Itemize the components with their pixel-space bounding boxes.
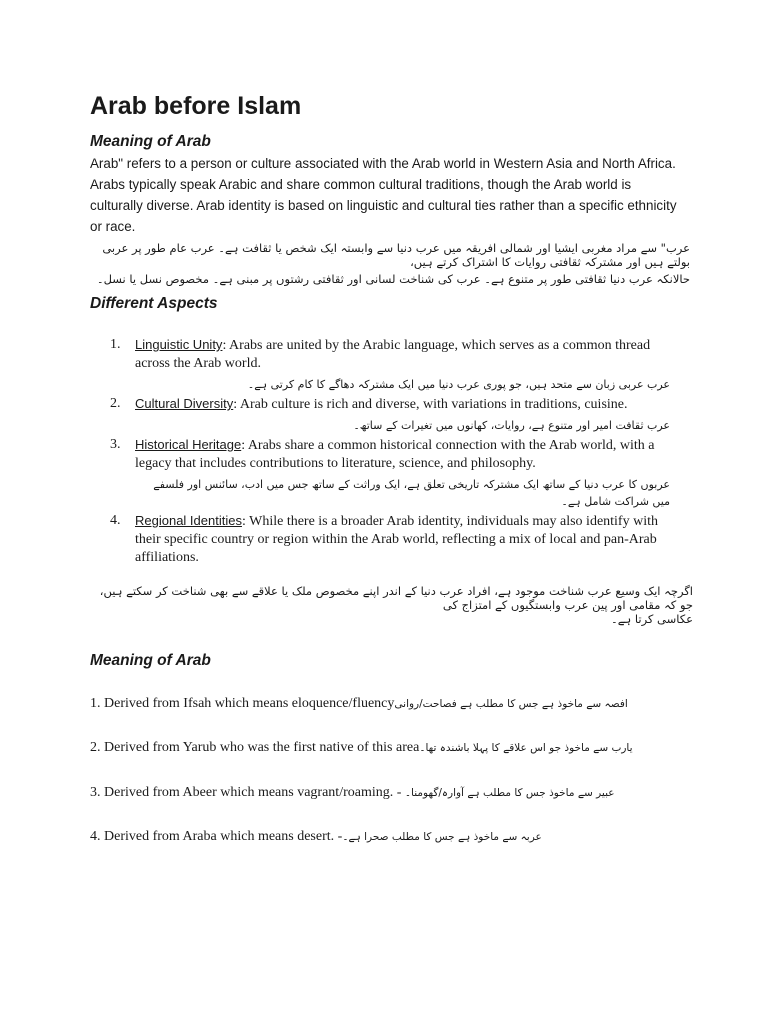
- list-item-number: 1.: [110, 337, 121, 352]
- derivation-heading: Meaning of Arab: [90, 652, 211, 669]
- aspects-heading: Different Aspects: [90, 295, 218, 312]
- list-item: [110, 436, 670, 510]
- list-item-term: Linguistic Unity: [135, 337, 223, 352]
- list-item-term: Cultural Diversity: [135, 396, 234, 411]
- derivation-urdu: افصہ سے ماخوذ ہے جس کا مطلب ہے فصاحت/روانی: [394, 698, 628, 710]
- list-item-number: 4.: [110, 513, 121, 528]
- list-item: [110, 395, 670, 434]
- list-item-number: 2.: [110, 396, 121, 411]
- list-item-body: [135, 395, 670, 414]
- list-item-body: [135, 436, 670, 473]
- derivation-line: [90, 740, 633, 756]
- derivation-line: [90, 785, 615, 801]
- derivation-line: [90, 829, 542, 845]
- list-item-body: [135, 336, 670, 373]
- list-item: [110, 336, 670, 393]
- list-item-urdu: عرب عربی زبان سے متحد ہیں، جو پوری عرب دنیا میں ایک مشترکہ دھاگے کا کام کرتی ہے۔: [247, 378, 670, 391]
- list-item-text: : While there is a broader Arab identity, individuals may also identify with their specific country or region within the Arab world, reflecting a mix of local and pan-Arab affiliations.: [135, 514, 658, 565]
- meaning-heading: Meaning of Arab: [90, 133, 211, 150]
- list-item-term: Historical Heritage: [135, 437, 242, 452]
- list-item-text: : Arab culture is rich and diverse, with variations in traditions, cuisine.: [233, 397, 628, 412]
- list-item-urdu: عربوں کا عرب دنیا کے ساتھ ایک مشترکہ تاریخی تعلق ہے، ایک وراثت کے ساتھ جس میں ادب، سائنس اور فلسفے میں شراکت شامل ہے۔: [153, 478, 670, 508]
- regional-urdu-line-2: عکاسی کرتا ہے۔: [611, 612, 693, 626]
- intro-paragraph: Arab" refers to a person or culture associated with the Arab world in Western Asia and North Africa. Arabs typically speak Arabic and share common cultural traditions, though the Arab world is culturally diverse. Arab identity is based on linguistic and cultural ties rather than a specific ethnicity or race.: [90, 156, 677, 234]
- derivation-urdu: عربہ سے ماخوذ ہے جس کا مطلب صحرا ہے۔: [342, 831, 542, 843]
- derivation-urdu: عبیر سے ماخوذ جس کا مطلب ہے آوارہ/گھومنا۔: [404, 787, 615, 799]
- list-item-body: [135, 512, 670, 567]
- derivation-text: 2. Derived from Yarub who was the first native of this area: [90, 740, 420, 755]
- list-item-text: : Arabs share a common historical connection with the Arab world, with a legacy that includes contributions to literature, science, and philosophy.: [135, 438, 655, 471]
- intro-urdu-line-1: عرب" سے مراد مغربی ایشیا اور شمالی افریقہ میں عرب دنیا سے وابستہ ایک شخص یا ثقافت ہے۔ عرب عام طور پر عربی بولتے ہیں اور مشترکہ ثقافتی روایات کا اشتراک کرتے ہیں،: [102, 241, 690, 269]
- intro-urdu-line-2: حالانکہ عرب دنیا ثقافتی طور پر متنوع ہے۔ عرب کی شناخت لسانی اور ثقافتی رشتوں پر مبنی ہے۔ مخصوص نسل یا نسل۔: [96, 272, 690, 286]
- list-item-text: : Arabs are united by the Arabic language, which serves as a common thread across the Arab world.: [135, 338, 651, 371]
- list-item-number: 3.: [110, 437, 121, 452]
- derivation-line: [90, 696, 628, 712]
- list-item: [110, 512, 670, 567]
- derivation-urdu: یارب سے ماخوذ جو اس علاقے کا پہلا باشندہ تھا۔: [419, 742, 633, 754]
- regional-urdu-line-1: اگرچہ ایک وسیع عرب شناخت موجود ہے، افراد عرب دنیا کے اندر اپنے مخصوص ملک یا علاقے سے بھی شناخت کر سکتے ہیں، جو کہ مقامی اور پین عرب وابستگیوں کے امتزاج کی: [99, 584, 693, 612]
- derivation-text: 1. Derived from Ifsah which means eloquence/fluency: [90, 696, 395, 711]
- list-item-urdu: عرب ثقافت امیر اور متنوع ہے، روایات، کھانوں میں تغیرات کے ساتھ۔: [353, 419, 670, 432]
- derivation-text: 4. Derived from Araba which means desert. -: [90, 829, 343, 844]
- list-item-term: Regional Identities: [135, 513, 242, 528]
- aspects-list: [110, 336, 670, 567]
- derivation-text: 3. Derived from Abeer which means vagrant/roaming. -: [90, 785, 402, 800]
- page-title: Arab before Islam: [90, 92, 302, 120]
